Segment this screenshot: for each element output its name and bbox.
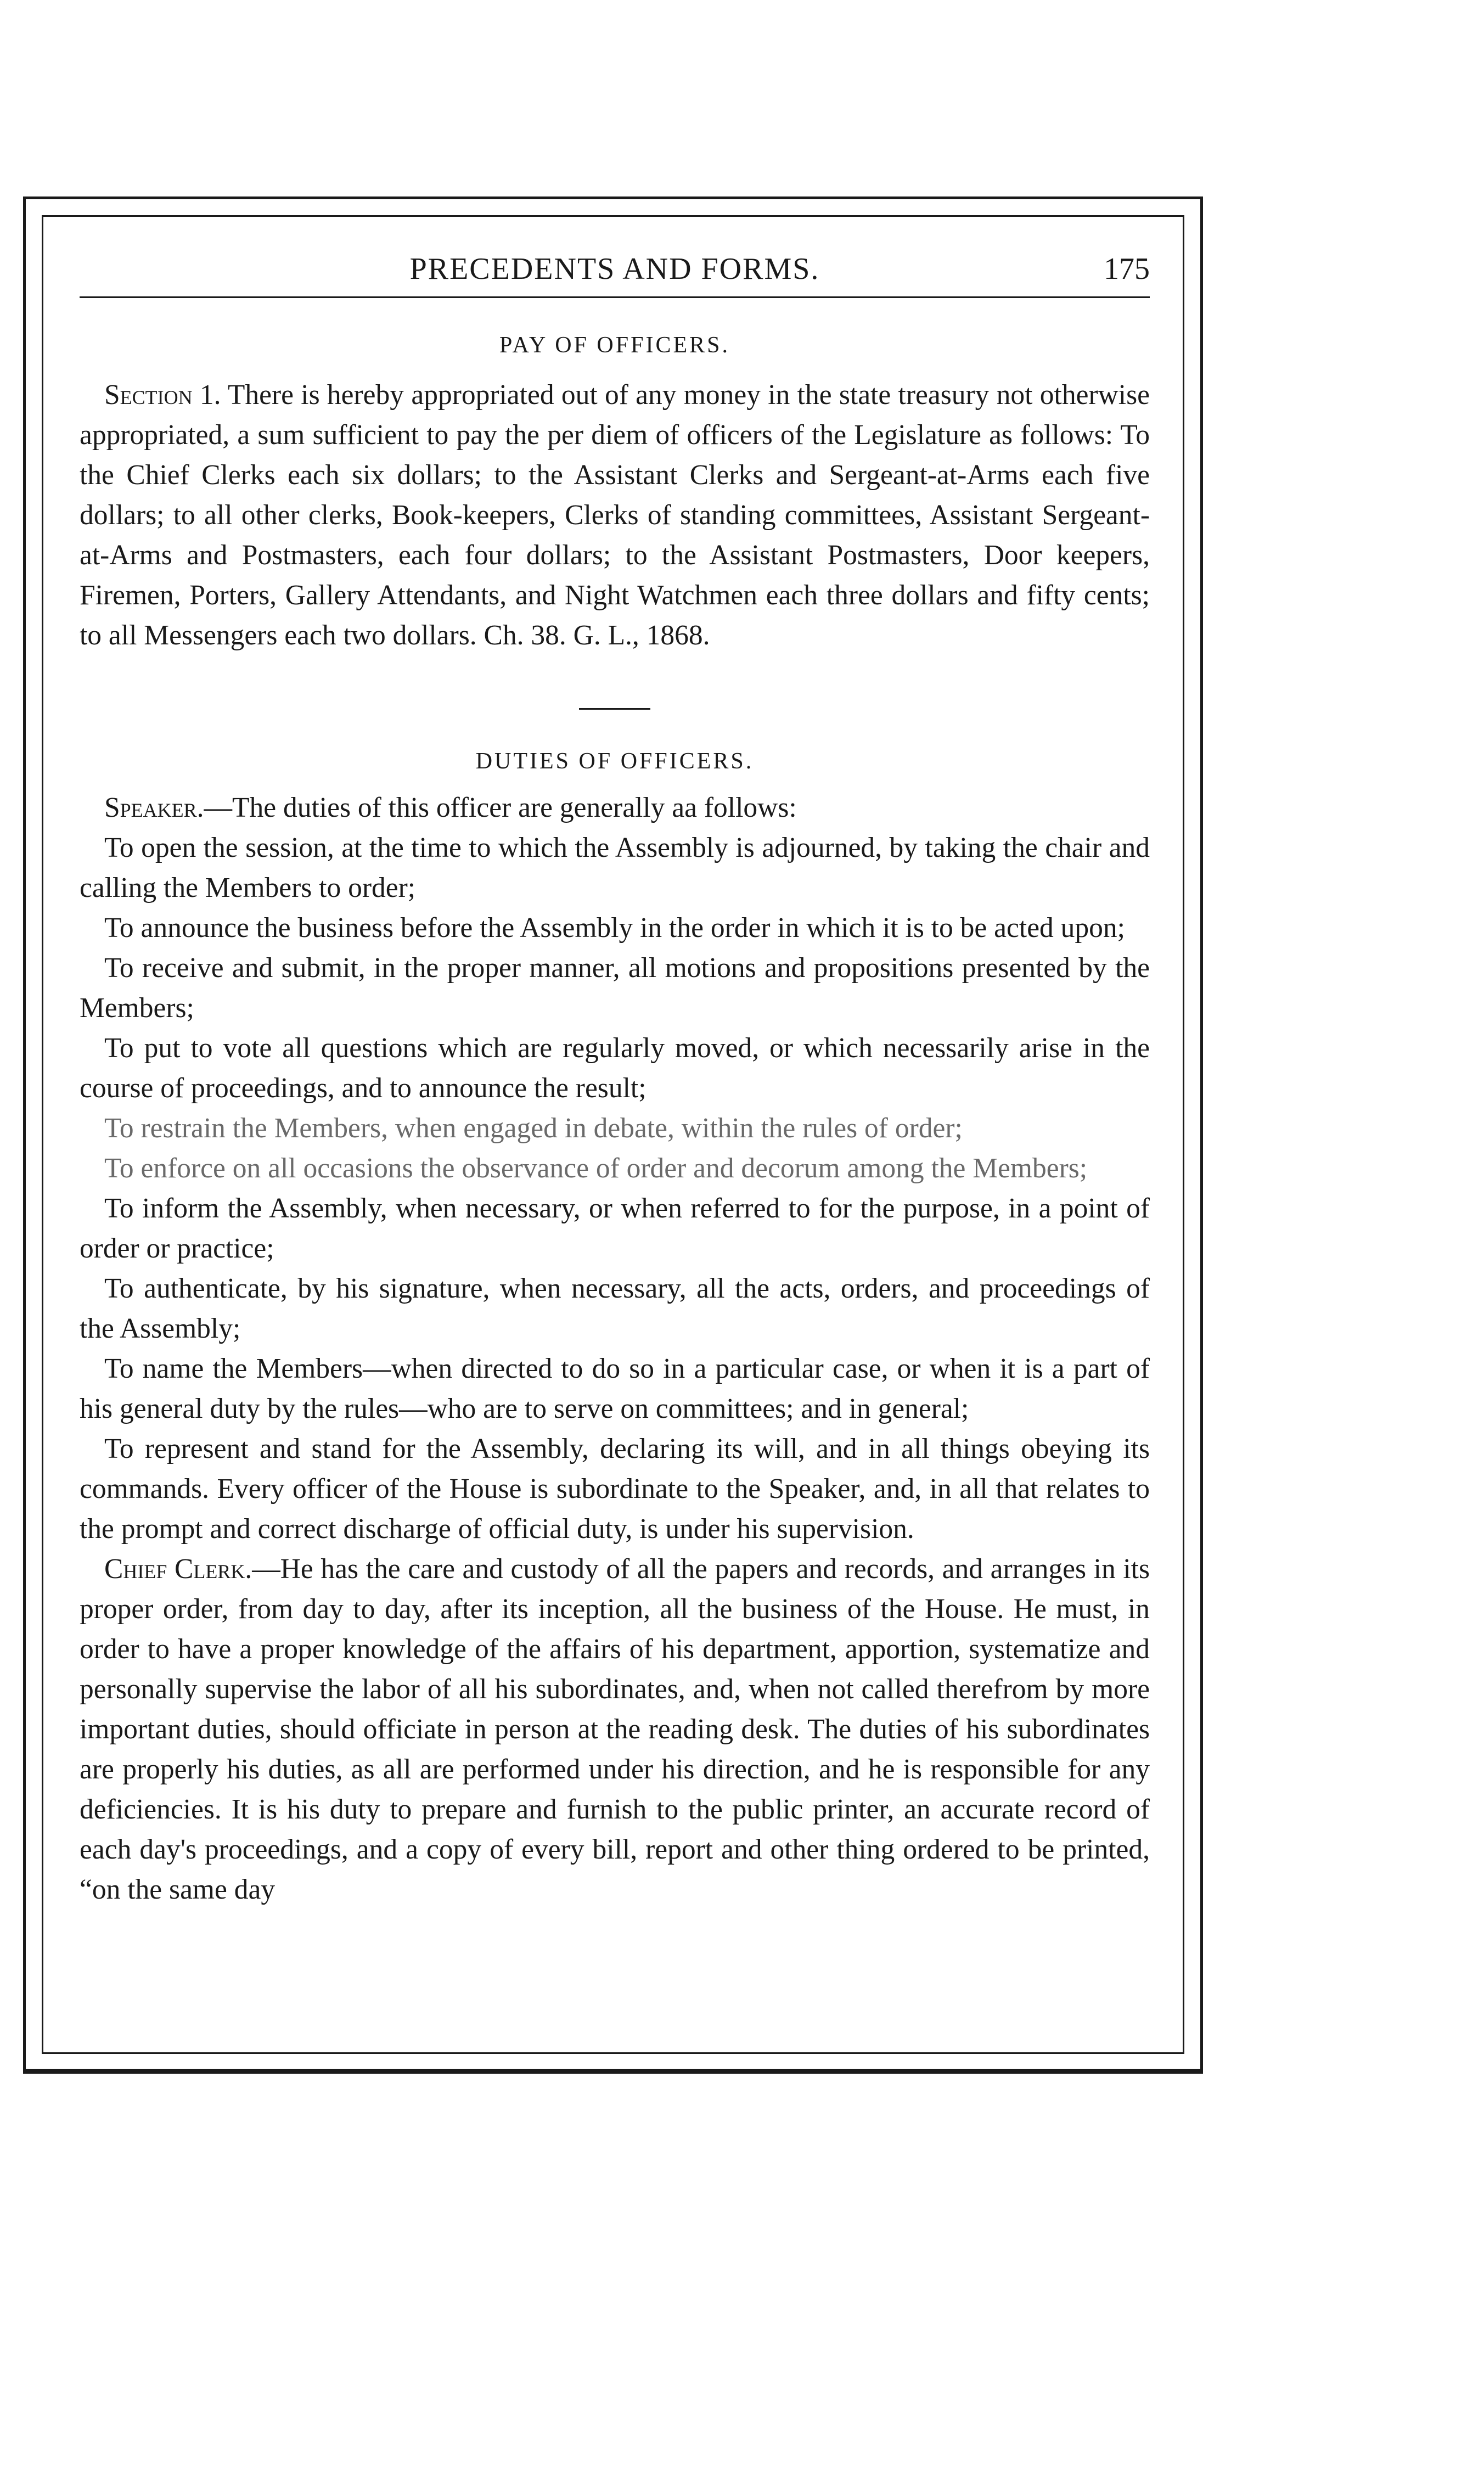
chief-clerk-lead: Chief Clerk.	[104, 1553, 252, 1585]
speaker-lead: Speaker.	[104, 792, 204, 823]
running-title: PRECEDENTS AND FORMS.	[409, 252, 820, 286]
speaker-duty: To announce the business before the Assembly in the order in which it is to be acted upon;	[104, 912, 1125, 944]
page-number: 175	[1104, 252, 1150, 286]
speaker-intro-text: —The duties of this officer are generally aa follows:	[204, 792, 797, 823]
speaker-duty: To open the session, at the time to which the Assembly is adjourned, by taking the chair and calling the Members to order;	[80, 832, 1150, 903]
duties-of-officers-heading: DUTIES OF OFFICERS.	[475, 749, 754, 774]
speaker-duty: To put to vote all questions which are regularly moved, or which necessarily arise in the course of proceedings, and to announce the result;	[80, 1032, 1150, 1104]
section-1-text: There is hereby appropriated out of any money in the state treasury not otherwise appropriated, a sum sufficient to pay the per diem of officers of the Legislature as follows: To the Chief Clerks each six dollars; to the Assistant Clerks and Sergeant-at-Arms each five dollars; to all other clerks, Book-keepers, Clerks of standing committees, Assistant Sergeant-at-Arms and Postmasters, each four dollars; to the Assistant Postmasters, Door keepers, Firemen, Porters, Gallery Attendants, and Night Watchmen each three dollars and fifty cents; to all Messengers each two dollars. Ch. 38. G. L., 1868.	[80, 379, 1150, 651]
section-1-lead: Section 1.	[104, 379, 221, 411]
speaker-duty: To inform the Assembly, when necessary, or when referred to for the purpose, in a point of order or practice;	[80, 1193, 1150, 1264]
section-1-paragraph	[80, 375, 1150, 655]
speaker-duty: To receive and submit, in the proper manner, all motions and propositions presented by the Members;	[80, 952, 1150, 1024]
speaker-duty: To restrain the Members, when engaged in debate, within the rules of order;	[104, 1113, 963, 1144]
speaker-duty: To enforce on all occasions the observance of order and decorum among the Members;	[104, 1153, 1088, 1184]
section-divider	[579, 708, 650, 710]
header-rule	[80, 296, 1150, 298]
page-content	[80, 236, 1150, 1910]
chief-clerk-paragraph	[80, 1549, 1150, 1910]
running-header	[80, 236, 1150, 296]
pay-of-officers-heading: PAY OF OFFICERS.	[499, 333, 730, 358]
chief-clerk-text: —He has the care and custody of all the papers and records, and arranges in its proper order, from day to day, after its inception, all the business of the House. He must, in order to have a proper knowledge of the affairs of his department, apportion, systematize and personally supervise the labor of all his subordinates, and, when not called therefrom by more important duties, should officiate in person at the reading desk. The duties of his subordinates are properly his duties, as all are performed under his direction, and he is responsible for any deficiencies. It is his duty to prepare and furnish to the public printer, an accurate record of each day's proceedings, and a copy of every bill, report and other thing ordered to be printed, “on the same day	[80, 1553, 1150, 1905]
speaker-intro	[80, 788, 1150, 828]
speaker-duty: To authenticate, by his signature, when necessary, all the acts, orders, and proceedings of the Assembly;	[80, 1273, 1150, 1344]
speaker-duty: To name the Members—when directed to do so in a particular case, or when it is a part of his general duty by the rules—who are to serve on committees; and in general;	[80, 1353, 1150, 1424]
speaker-duty: To represent and stand for the Assembly, declaring its will, and in all things obeying its commands. Every officer of the House is subordinate to the Speaker, and, in all that relates to the prompt and correct discharge of official duty, is under his supervision.	[80, 1433, 1150, 1545]
